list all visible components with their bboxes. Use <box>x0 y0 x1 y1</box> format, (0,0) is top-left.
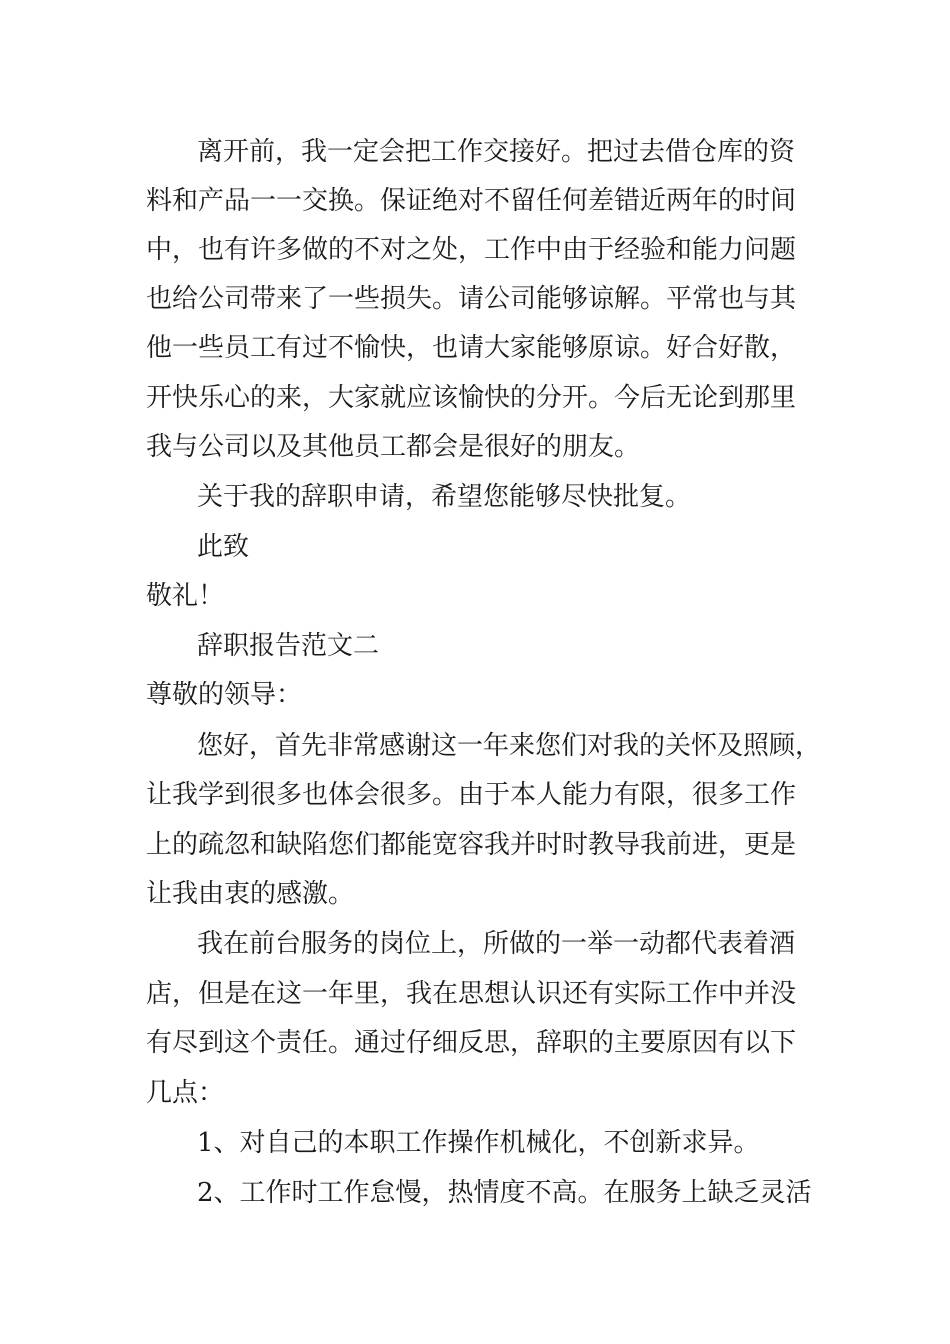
text-line: 您好，首先非常感谢这一年来您们对我的关怀及照顾， <box>197 731 822 761</box>
text-line: 开快乐心的来，大家就应该愉快的分开。今后无论到那里 <box>146 383 797 413</box>
text-line: 也给公司带来了一些损失。请公司能够谅解。平常也与其 <box>146 284 797 314</box>
text-line: 我在前台服务的岗位上，所做的一举一动都代表着酒 <box>197 929 796 959</box>
closing-salute: 敬礼！ <box>146 581 225 611</box>
text-line: 我与公司以及其他员工都会是很好的朋友。 <box>146 432 641 462</box>
list-item: 1、对自己的本职工作操作机械化，不创新求异。 <box>197 1128 760 1158</box>
text-line: 他一些员工有过不愉快，也请大家能够原谅。好合好散， <box>146 333 797 363</box>
text-line: 有尽到这个责任。通过仔细反思，辞职的主要原因有以下 <box>146 1028 797 1058</box>
text-line: 中，也有许多做的不对之处，工作中由于经验和能力问题 <box>146 235 797 265</box>
text-line: 店，但是在这一年里，我在思想认识还有实际工作中并没 <box>146 979 797 1009</box>
text-line: 让我由衷的感激。 <box>146 879 355 909</box>
text-line: 几点： <box>146 1078 225 1108</box>
closing-greeting: 此致 <box>197 532 250 562</box>
paragraph-request: 关于我的辞职申请，希望您能够尽快批复。 <box>197 482 692 512</box>
text-line: 让我学到很多也体会很多。由于本人能力有限，很多工作 <box>146 780 797 810</box>
text-line: 离开前，我一定会把工作交接好。把过去借仓库的资 <box>197 137 796 167</box>
text-line: 上的疏忽和缺陷您们都能宽容我并时时教导我前进，更是 <box>146 830 797 860</box>
section-title: 辞职报告范文二 <box>197 631 380 661</box>
list-item: 2、工作时工作怠慢，热情度不高。在服务上缺乏灵活 <box>197 1178 812 1208</box>
text-line: 料和产品一一交换。保证绝对不留任何差错近两年的时间 <box>146 186 797 216</box>
salutation: 尊敬的领导： <box>146 680 303 710</box>
